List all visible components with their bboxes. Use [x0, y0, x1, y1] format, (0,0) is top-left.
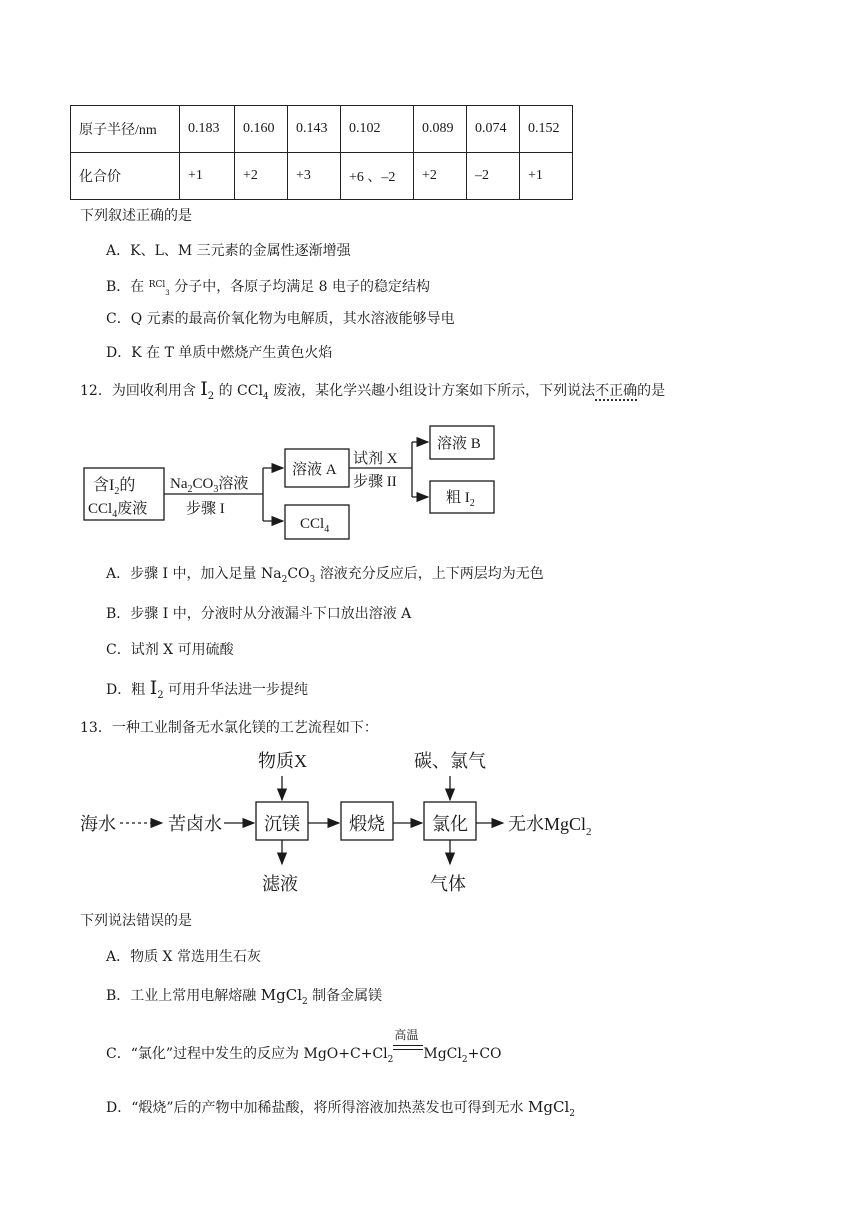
table-cell: 0.102	[341, 106, 414, 153]
q12-stem-i-sub: 2	[207, 390, 215, 402]
q13-option-d	[106, 1098, 575, 1123]
q13-option-b-pre: B．工业上常用电解熔融	[106, 988, 261, 1004]
equals-line-bottom	[393, 1049, 423, 1050]
gas-label: 气体	[430, 874, 466, 894]
q13-option-b-post: 制备金属镁	[307, 988, 383, 1004]
substance-x-label: 物质X	[258, 751, 307, 771]
q12-option-d-sub: 2	[157, 689, 164, 701]
q13-option-b	[106, 986, 382, 1011]
q13-stem: 13．一种工业制备无水氯化镁的工艺流程如下：	[80, 720, 378, 736]
table-cell: +1	[520, 153, 573, 200]
q12-stem-i: I	[200, 378, 208, 400]
q11-option-b-post: 分子中，各原子均满足 8 电子的稳定结构	[169, 279, 431, 295]
q13-option-c-right: MgCl	[423, 1046, 462, 1062]
q11-option-b-sub: 3	[165, 288, 170, 297]
q12-option-d	[106, 679, 308, 705]
q13-option-c	[106, 1028, 502, 1069]
table-cell: +2	[414, 153, 467, 200]
q11-option-b-cl: Cl	[155, 280, 166, 290]
table-cell: 0.089	[414, 106, 467, 153]
q13-sub-stem: 下列说法错误的是	[80, 913, 192, 929]
q12-option-a-pre: A．步骤 I 中，加入足量 Na	[106, 566, 282, 582]
table-cell: +2	[235, 153, 288, 200]
q12-stem-end: 的是	[637, 383, 666, 399]
q12-flow-diagram	[0, 0, 868, 560]
q13-option-c-left-sub: 2	[387, 1054, 394, 1065]
q13-option-c-right-end: +CO	[467, 1046, 502, 1062]
q13-option-c-left: MgO+C+Cl	[303, 1046, 388, 1062]
q11-stem: 下列叙述正确的是	[80, 208, 192, 224]
q12-stem-mid-sub: 4	[262, 391, 269, 402]
q12-option-c: C．试剂 X 可用硫酸	[106, 642, 234, 658]
filtrate-label: 滤液	[262, 874, 298, 894]
chlorination-label: 氯化	[432, 814, 468, 834]
table-cell: –2	[467, 153, 520, 200]
seawater-label: 海水	[80, 814, 116, 834]
table-cell: +3	[288, 153, 341, 200]
product-label: 无水MgCl$_2$	[508, 814, 592, 838]
q11-option-d: D．K 在 T 单质中燃烧产生黄色火焰	[106, 345, 333, 361]
brine-label: 苦卤水	[168, 814, 222, 834]
q12-option-a-mid: CO	[287, 566, 310, 582]
q13-option-c-pre: C．“氯化”过程中发生的反应为	[106, 1046, 304, 1062]
table-cell: 0.143	[288, 106, 341, 153]
step1-label: 步骤 I	[186, 501, 225, 517]
q11-option-c: C．Q 元素的最高价氧化物为电解质，其水溶液能够导电	[106, 311, 455, 327]
ccl4-label: CCl$_4$	[300, 516, 330, 535]
table-cell: 0.160	[235, 106, 288, 153]
start-line2: CCl$_4$废液	[88, 501, 148, 520]
table-row-header: 化合价	[71, 153, 180, 200]
step2-label: 步骤 II	[353, 474, 397, 490]
reaction-condition-label: 高温	[394, 1028, 419, 1042]
q12-option-a	[106, 565, 544, 589]
q12-stem-emphasis: 不正确	[595, 383, 638, 399]
solution-b-label: 溶液 B	[437, 436, 481, 452]
q13-option-d-sub: 2	[569, 1108, 575, 1119]
q12-option-d-post: 可用升华法进一步提纯	[163, 682, 309, 698]
q12-option-b: B．步骤 I 中，分液时从分液漏斗下口放出溶液 A	[106, 606, 412, 622]
q13-flow-diagram	[0, 740, 868, 900]
q12-stem-pre: 12．为回收利用含	[80, 383, 201, 399]
table-cell: +6 、–2	[341, 153, 414, 200]
q12-option-a-post: 溶液充分反应后，上下两层均为无色	[315, 566, 544, 582]
table-cell: 0.074	[467, 106, 520, 153]
q13-option-b-sub: 2	[302, 996, 308, 1007]
q13-option-b-formula: MgCl	[260, 986, 302, 1004]
q11-option-b-r: R	[148, 280, 156, 290]
q13-option-d-pre: D．“煅烧”后的产物中加稀盐酸，将所得溶液加热蒸发也可得到无水	[106, 1100, 528, 1116]
reagent1-label: $Na_2CO_3$溶液	[170, 476, 249, 495]
table-cell: +1	[180, 153, 235, 200]
q11-option-b-pre: B．在	[106, 279, 149, 295]
reaction-condition	[393, 1028, 423, 1056]
table-cell: 0.152	[520, 106, 573, 153]
start-line1: 含$I_2$的	[93, 477, 136, 497]
q12-option-a-sub2: 3	[309, 574, 316, 585]
q13-option-d-formula: MgCl	[528, 1098, 570, 1116]
equals-line-top	[393, 1045, 423, 1046]
q12-option-a-sub1: 2	[281, 574, 288, 585]
table-cell: 0.183	[180, 106, 235, 153]
q12-option-d-pre: D．粗	[106, 682, 150, 698]
table-row-header: 原子半径/nm	[71, 106, 180, 153]
calcination-label: 煅烧	[349, 814, 385, 834]
crude-i2-label: 粗 $I_2$	[446, 490, 475, 509]
q13-option-a: A．物质 X 常选用生石灰	[106, 949, 261, 965]
carbon-chlorine-label: 碳、氯气	[414, 751, 486, 771]
q12-option-d-i: I	[149, 677, 158, 699]
q11-option-a: A．K、L、M 三元素的金属性逐渐增强	[106, 243, 351, 259]
q13-option-c-right-sub: 2	[461, 1054, 468, 1065]
solution-a-label: 溶液 A	[292, 462, 337, 478]
reagent2-label: 试剂 X	[353, 451, 398, 467]
precipitation-label: 沉镁	[264, 814, 300, 834]
q12-stem-mid: 的 CCl	[214, 383, 263, 399]
q12-stem-post: 废液，某化学兴趣小组设计方案如下所示，下列说法	[268, 383, 596, 399]
